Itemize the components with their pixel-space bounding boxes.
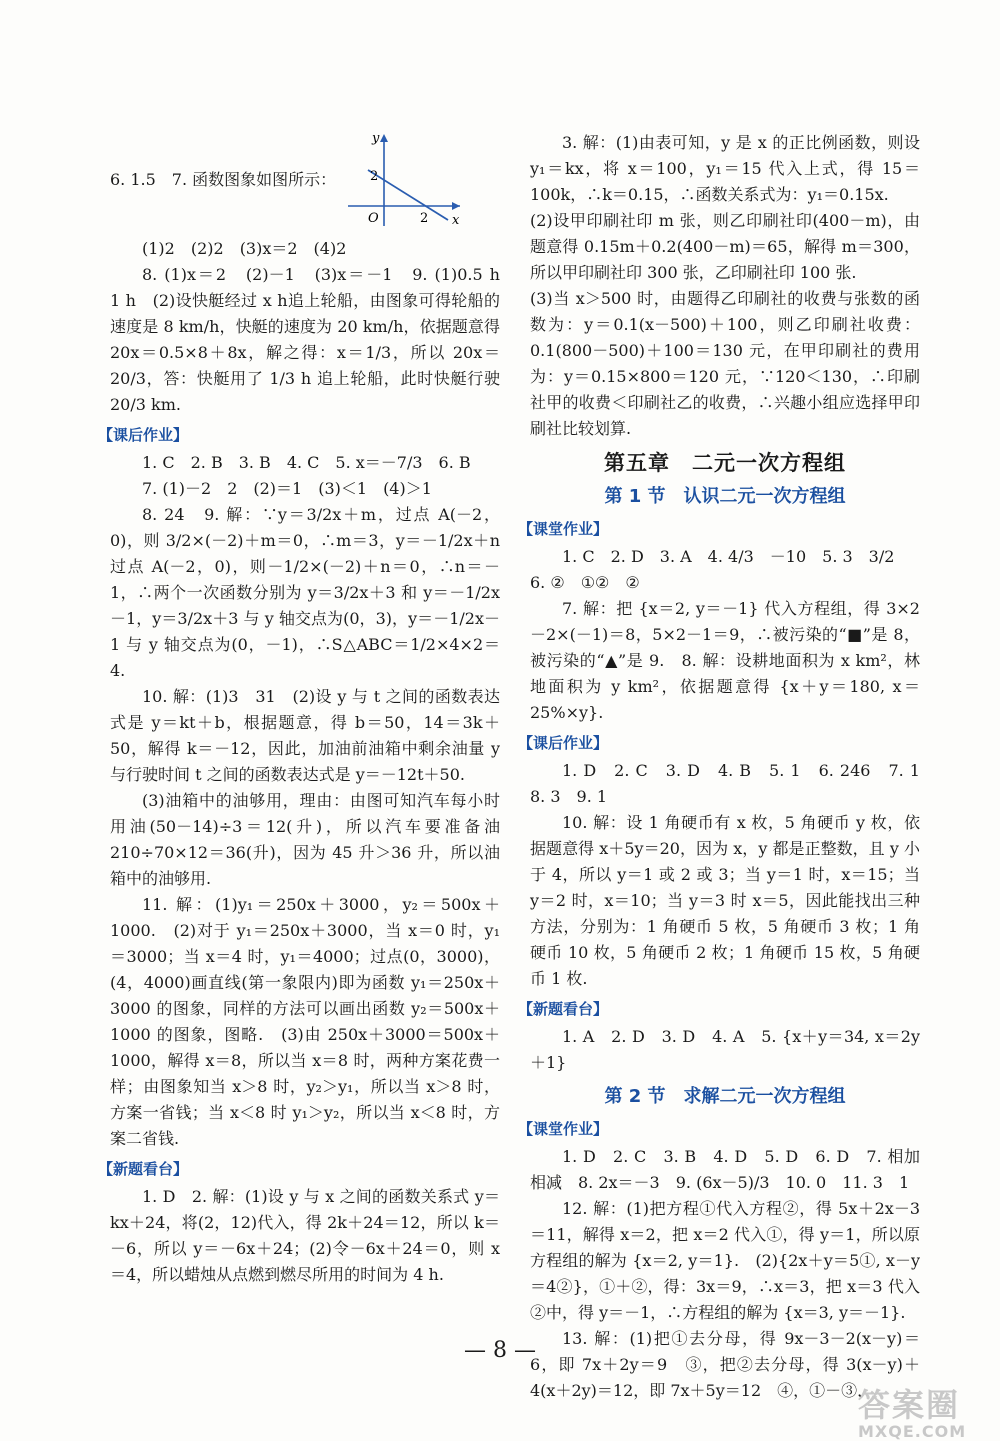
chapter-title: 第五章 二元一次方程组 [604, 451, 846, 475]
classwork-1-11: 1. D 2. C 3. B 4. D 5. D 6. D 7. 相加 相减 8. 2x＝－3 9. (6x－5)/3 10. 0 11. 3 1 [530, 1147, 937, 1192]
classwork-13: 13. 解：(1)把①去分母，得 9x－3－2(x－y)＝6，即 7x＋2y＝9 ③，把②去分母，得 3(x－y)＋4(x＋2y)＝12，即 7x＋5y＝12 ④，①－③， [530, 1329, 920, 1400]
section-header-homework-2: 【课后作业】 [518, 734, 609, 752]
homework-10: 10. 解：(1)3 31 (2)设 y 与 t 之间的函数表达式是 y＝kt＋b，根据题意，得 b＝50，14＝3k＋50，解得 k＝－12，因此，加油前油箱中剩余油量 y 与行驶时间 t 之间的函数表达式是 y＝－12t＋50. [110, 687, 500, 784]
new-questions: 1. D 2. 解：(1)设 y 与 x 之间的函数关系式 y＝kx＋24，将(2，12)代入，得 2k＋24＝12，所以 k＝－6，所以 y＝－6x＋24；(2)令－6x＋24＝0，则 x＝4，所以蜡烛从点燃到燃尽所用的时间为 4 h. [110, 1187, 500, 1284]
section-header-new: 【新题看台】 [98, 1160, 189, 1178]
new-questions-2: 1. A 2. D 3. D 4. A 5. {x＋y＝34, x＝2y＋1} [530, 1027, 920, 1072]
homework-11: 11. 解：(1)y₁＝250x＋3000，y₂＝500x＋1000. (2)对于 y₁＝250x＋3000，当 x＝0 时，y₁＝3000；当 x＝4 时，y₁＝4000；过点(0，3000)，(4，4000)画直线(第一象限内)即为函数 y₁＝250x＋3000 的图象，同样的方法可以画出函数 y₂＝500x＋1000 的图象，图略. (3)由 250x＋3000＝500x＋1000，解得 x＝8，所以当 x＝8 时，两种方案花费一样；由图象知当 x＞8 时，y₂＞y₁，所以当 x＞8 时，方案一省钱；当 x＜8 时 y₁＞y₂，所以当 x＜8 时，方案二省钱. [110, 895, 500, 1148]
page-number: — 8 — [464, 1338, 536, 1363]
y-arrow [380, 134, 388, 142]
classwork-7-8: 7. 解：把 {x＝2, y＝－1} 代入方程组，得 3×2－2×(－1)＝8，5×2－1＝9，∴被污染的“■”是 8，被污染的“▲”是 9. 8. 解：设耕地面积为 x km²，林地面积为 y km²，依据题意得 {x＋y＝180, x＝25%×y}. [530, 599, 920, 722]
y-tick-label: 2 [370, 169, 379, 184]
homework-10-3: (3)油箱中的油够用，理由：由图可知汽车每小时用油(50－14)÷3＝12(升)，所以汽车要准备油 210÷70×12＝36(升)，因为 45 升＞36 升，所以油箱中的油够用. [110, 791, 500, 888]
function-line [368, 170, 448, 220]
origin-label: O [368, 211, 379, 226]
watermark-main: 答案圈 [858, 1386, 961, 1424]
section-header-classwork: 【课堂作业】 [518, 520, 609, 538]
answer-3-2: (2)设甲印刷社印 m 张，则乙印刷社印(400－m)，由题意得 0.15m＋0.2(400－m)＝65，解得 m＝300，所以甲印刷社印 300 张，乙印刷社印 100 张. [530, 211, 920, 282]
left-column [98, 130, 517, 1288]
classwork-6: 6. ② ①② ② [530, 573, 640, 592]
watermark-sub: MXQE.COM [858, 1422, 967, 1441]
homework-10-coins: 10. 解：设 1 角硬币有 x 枚，5 角硬币 y 枚，依据题意得 x＋5y＝20，因为 x，y 都是正整数，且 y 小于 4，所以 y＝1 或 2 或 3；当 y＝1 时，x＝15；当 y＝2 时，x＝10；当 y＝3 时 x＝5，因此能找出三种方法，分别为：1 角硬币 5 枚，5 角硬币 3 枚；1 角硬币 10 枚，5 角硬币 2 枚；1 角硬币 15 枚，5 角硬币 1 枚. [530, 813, 920, 988]
y-axis-label: y [372, 131, 380, 146]
homework-7: 7. (1)－2 2 (2)＝1 (3)＜1 (4)＞1 [142, 479, 432, 498]
lesson-1-title: 第 1 节 认识二元一次方程组 [604, 486, 846, 507]
right-column [518, 130, 937, 1404]
graph-prefix: 6. 1.5 7. 函数图象如图所示： [110, 170, 337, 189]
homework-1-9: 1. D 2. C 3. D 4. B 5. 1 6. 246 7. 1 8. 3 9. 1 [530, 761, 937, 806]
graph-row [110, 130, 500, 230]
classwork-1-5: 1. C 2. D 3. A 4. 4/3 －10 5. 3 3/2 [562, 547, 895, 566]
answer-7-parts: (1)2 (2)2 (3)x＝2 (4)2 [142, 239, 347, 258]
section-header-classwork-2: 【课堂作业】 [518, 1120, 609, 1138]
answer-3-3: (3)当 x＞500 时，由题得乙印刷社的收费与张数的函数为：y＝0.1(x－500)＋100，则乙印刷社收费：0.1(800－500)＋100＝130 元，在甲印刷社的费用为：y＝0.15×800＝120 元，∵120＜130，∴印刷社甲的收费＜印刷社乙的收费，∴兴趣小组应选择甲印刷社比较划算. [530, 289, 920, 438]
section-header-homework: 【课后作业】 [98, 426, 189, 444]
lesson-2-title: 第 2 节 求解二元一次方程组 [604, 1086, 846, 1107]
section-header-new-2: 【新题看台】 [518, 1000, 609, 1018]
function-graph [344, 130, 464, 230]
homework-8-9: 8. 24 9. 解：∵y＝3/2x＋m，过点 A(－2，0)，则 3/2×(－2)＋m＝0，∴m＝3，y＝－1/2x＋n 过点 A(－2，0)，则－1/2×(－2)＋n＝0，∴n＝－1，∴两个一次函数分别为 y＝3/2x＋3 和 y＝－1/2x－1，y＝3/2x＋3 与 y 轴交点为(0，3)，y＝－1/2x－1 与 y 轴交点为(0，－1)，∴S△ABC＝1/2×4×2＝4. [110, 505, 500, 680]
x-tick-label: 2 [420, 211, 429, 226]
answer-8-9: 8. (1)x＝2 (2)－1 (3)x＝－1 9. (1)0.5 h 1 h (2)设快艇经过 x h追上轮船，由图象可得轮船的速度是 8 km/h，快艇的速度为 20 km/h，依据题意得 20x＝0.5×8＋8x，解之得：x＝1/3，所以 20x＝20/3，答：快艇用了 1/3 h 追上轮船，此时快艇行驶 20/3 km. [110, 265, 517, 414]
answer-3-1: 3. 解：(1)由表可知，y 是 x 的正比例函数，则设 y₁＝kx，将 x＝100，y₁＝15 代入上式，得 15＝100k，∴k＝0.15，∴函数关系式为：y₁＝0.15x. [530, 133, 920, 204]
watermark [858, 1380, 966, 1441]
x-axis-label: x [452, 213, 460, 228]
homework-1-6: 1. C 2. B 3. B 4. C 5. x＝－7/3 6. B [142, 453, 471, 472]
classwork-12: 12. 解：(1)把方程①代入方程②，得 5x＋2x－3＝11，解得 x＝2，把 x＝2 代入①，得 y＝1，所以原方程组的解为 {x＝2, y＝1}. (2){2x＋y＝5①, x－y＝4②}，①＋②，得：3x＝9，∴x＝3，把 x＝3 代入②中，得 y＝－1，∴方程组的解为 {x＝3, y＝－1}. [530, 1199, 920, 1322]
x-arrow [452, 202, 460, 210]
